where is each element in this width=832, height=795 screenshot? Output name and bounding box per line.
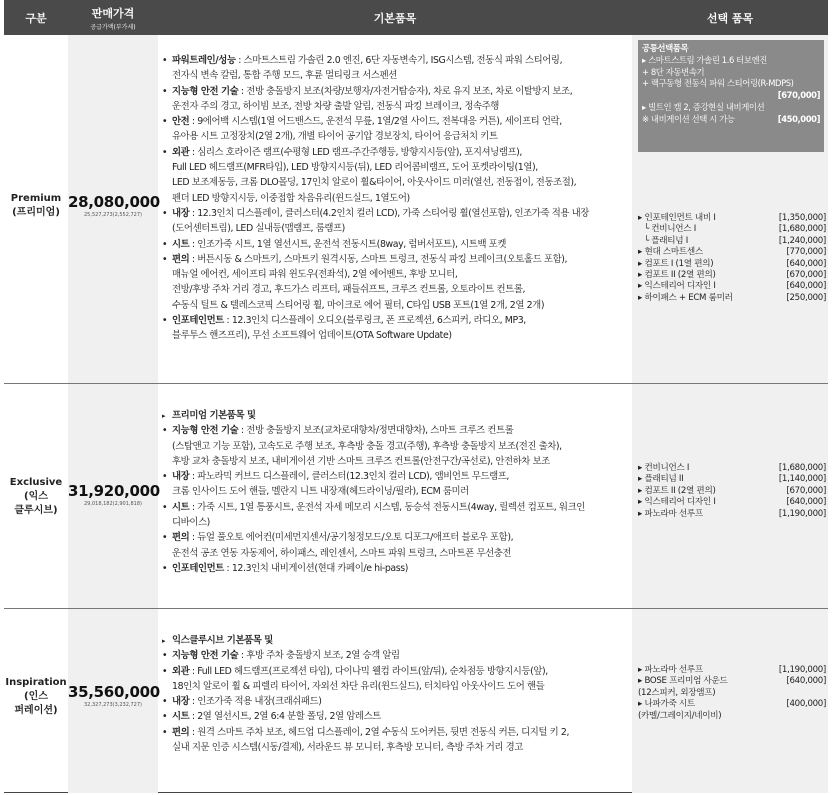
item-text: 디바이스) <box>172 517 210 529</box>
option-price: [1,240,000] <box>778 235 826 246</box>
package-price: [450,000] <box>777 113 820 124</box>
item-label: 시트 <box>172 238 190 250</box>
trim-name-premium: Premium (프리미엄) <box>10 193 62 218</box>
package-title: 공통선택품목 <box>642 43 689 53</box>
basic-item-line <box>162 694 630 709</box>
option-item <box>638 224 826 235</box>
trim-name-exclusive: Exclusive (익스 클루시브) <box>9 477 63 516</box>
item-text: : 스마트스트림 가솔린 2.0 엔진, 6단 자동변속기, ISG시스템, 전동식 파워 스티어링, <box>235 55 563 66</box>
bullet-icon: • <box>162 696 168 708</box>
bullet-icon: • <box>162 238 168 250</box>
bullet-icon: ▸ <box>162 637 166 645</box>
bullet-icon: • <box>162 501 168 513</box>
package-item: ※ 내비게이션 선택 시 가능 <box>642 113 735 124</box>
option-name: ▸ 플래티넘 II <box>638 474 684 485</box>
item-text: 전방/후방 주차 거리 경고, 후드가스 리프터, 패들쉬프트, 크루즈 컨트롤, 오토라이트 컨트롤, <box>172 284 526 296</box>
item-text: 수동식 틸트 & 텔레스코픽 스티어링 휠, 마이크로 에어 필터, C타입 USB 포트(1열 2개, 2열 2개) <box>172 299 545 311</box>
header-options: 선택 품목 <box>706 11 754 25</box>
package-row <box>642 90 820 102</box>
item-label: 외관 <box>172 146 190 158</box>
basic-item-line <box>162 160 630 175</box>
item-label: 내장 <box>172 471 190 483</box>
bullet-icon: • <box>162 471 168 483</box>
item-label: 시트 <box>172 711 190 723</box>
item-label: 시트 <box>172 501 190 513</box>
basic-item-line <box>162 53 630 68</box>
item-text: 후방 교차 충돌방지 보조, 내비게이션 기반 스마트 크루즈 컨트롤(안전구간/곡선로), 안전하차 보조 <box>172 455 550 467</box>
item-text: : 원격 스마트 주차 보조, 헤드업 디스플레이, 2열 수동식 도어커튼, 뒷면 전동식 커튼, 디지털 키 2, <box>189 726 570 738</box>
item-text: (스탑앤고 기능 포함), 고속도로 주행 보조, 후측방 충돌 경고(주행), 후측방 충돌방지 보조(전진 출차), <box>172 440 562 452</box>
option-price: [1,350,000] <box>778 213 826 223</box>
basic-item-line <box>162 664 630 679</box>
basic-item-line <box>162 237 630 252</box>
bullet-icon: • <box>162 726 168 738</box>
option-name: ▸ 컴포트 I (1열 편의) <box>638 258 714 269</box>
bullet-icon: • <box>162 253 168 265</box>
package-item: ▸ 빌트인 캠 2, 증강현실 내비게이션 <box>642 101 765 112</box>
bullet-icon: • <box>162 665 168 677</box>
item-text: 유아용 시트 고정장치(2열 2개), 개별 타이어 공기압 경보장치, 타이어 응급처치 키트 <box>172 131 498 143</box>
option-item <box>638 247 826 258</box>
bullet-icon: • <box>162 315 168 327</box>
basic-items-premium <box>162 53 630 344</box>
basic-item-line <box>162 84 630 99</box>
option-name: ▸ 인포테인먼트 내비 I <box>638 213 716 223</box>
option-name: ▸ 익스테리어 디자인 I <box>638 281 716 292</box>
item-text: 전자식 변속 칼럼, 통합 주행 모드, 후륜 멀티링크 서스펜션 <box>172 70 397 82</box>
item-text: : 12.3인치 디스플레이 오디오(블루링크, 폰 프로젝션, 6스피커, 라디오, MP3, <box>223 315 526 327</box>
bullet-icon: • <box>162 116 168 128</box>
row-divider <box>4 608 828 609</box>
item-label: 내장 <box>172 696 190 708</box>
option-item <box>638 486 826 497</box>
option-price: [670,000] <box>786 269 826 280</box>
basic-item-line <box>162 252 630 267</box>
bullet-icon: • <box>162 711 168 723</box>
option-price: [640,000] <box>786 258 826 269</box>
basic-item-line <box>162 423 630 438</box>
basic-item-line <box>162 328 630 343</box>
basic-item-line <box>162 68 630 83</box>
basic-item-line <box>162 740 630 755</box>
option-price: [770,000] <box>786 247 826 258</box>
options-inspiration <box>638 665 826 722</box>
basic-item-line <box>162 530 630 545</box>
item-label: 인포테인먼트 <box>172 315 224 327</box>
price-column-bg <box>68 35 158 793</box>
bullet-icon: • <box>162 85 168 97</box>
item-label: 안전 <box>172 116 190 128</box>
trim-name-inspiration: Inspiration (인스 퍼레이션) <box>5 677 67 716</box>
item-text: : 파노라믹 커브드 디스플레이, 클러스터(12.3인치 컬러 LCD), 앰비언트 무드램프, <box>189 471 510 483</box>
basic-item-line <box>162 633 630 648</box>
basic-item-line <box>162 484 630 499</box>
item-text: : 버튼시동 & 스마트키, 스마트키 원격시동, 스마트 트렁크, 전동식 파킹 브레이크(오토홀드 포함), <box>189 253 568 265</box>
basic-item-line <box>162 298 630 313</box>
item-text: : 2열 열선시트, 2열 6:4 분할 폴딩, 2열 암레스트 <box>189 711 381 723</box>
item-label: 지능형 안전 기술 <box>172 425 239 437</box>
bullet-icon: • <box>162 146 168 158</box>
trim-price-inspiration: 35,560,000 32,327,273(3,232,727) <box>68 683 160 708</box>
item-text: 운전석 공조 연동 자동제어, 하이패스, 레인센서, 스마트 파워 트렁크, 스마트폰 무선충전 <box>172 547 512 559</box>
item-text: 블루투스 핸즈프리), 무선 소프트웨어 업데이트(OTA Software Update) <box>172 330 452 342</box>
option-name: └ 컨비니언스 I <box>644 224 696 235</box>
basic-item-line <box>162 469 630 484</box>
trim-price-exclusive: 31,920,000 29,018,182(2,901,818) <box>68 482 160 507</box>
option-name: └ 플래티넘 I <box>644 235 688 246</box>
item-label: 익스클루시브 기본품목 및 <box>172 635 273 646</box>
basic-item-line <box>162 99 630 114</box>
option-item <box>638 688 826 699</box>
basic-item-line <box>162 454 630 469</box>
package-row <box>642 114 820 126</box>
bullet-icon: • <box>162 55 168 66</box>
option-name: ▸ 컨비니언스 I <box>638 463 690 473</box>
option-item <box>638 293 826 304</box>
option-item <box>638 497 826 508</box>
basic-item-line <box>162 221 630 236</box>
package-item: + 8단 자동변속기 <box>642 66 705 77</box>
option-item <box>638 281 826 292</box>
option-name: ▸ 익스테리어 디자인 I <box>638 497 716 508</box>
basic-item-line <box>162 725 630 740</box>
option-price: [640,000] <box>786 281 826 292</box>
item-text: : 전방 충돌방지 보조(교차로대향차/정면대향차), 스마트 크루즈 컨트롤 <box>238 425 514 437</box>
item-label: 편의 <box>172 726 190 738</box>
item-label: 편의 <box>172 532 190 544</box>
price-table <box>4 0 828 793</box>
item-text: 실내 지문 인증 시스템(시동/결제), 서라운드 뷰 모니터, 후측방 모니터, 측방 주차 거리 경고 <box>172 742 523 754</box>
item-label: 지능형 안전 기술 <box>172 650 239 662</box>
item-text: : 전방 충돌방지 보조(차량/보행자/자전거탑승자), 차로 유지 보조, 차로 이탈방지 보조, <box>238 85 573 97</box>
basic-item-line <box>162 439 630 454</box>
item-text: 매뉴얼 에어컨, 세이프티 파워 윈도우(전좌석), 2열 에어벤트, 후방 모니터, <box>172 269 458 281</box>
option-price: [1,190,000] <box>778 665 826 675</box>
row-divider <box>4 383 828 384</box>
option-price: [1,140,000] <box>778 474 826 485</box>
option-name: ▸ 나파가죽 시트 <box>638 699 695 710</box>
basic-item-line <box>162 648 630 663</box>
trim-price-premium: 28,080,000 25,527,273(2,552,727) <box>68 193 160 218</box>
item-text: : 인조가죽 적용 내장(크래쉬패드) <box>189 696 322 708</box>
basic-item-line <box>162 114 630 129</box>
package-item: + 랙구동형 전동식 파워 스티어링(R-MDPS) <box>642 78 794 89</box>
option-item <box>638 665 826 676</box>
basic-item-line <box>162 282 630 297</box>
option-item <box>638 270 826 281</box>
option-price: [250,000] <box>786 292 826 303</box>
basic-item-line <box>162 313 630 328</box>
option-item <box>638 259 826 270</box>
option-item <box>638 509 826 520</box>
basic-item-line <box>162 500 630 515</box>
item-text: : 12.3인치 디스플레이, 클러스터(4.2인치 컬러 LCD), 가죽 스티어링 휠(열선포함), 인조가죽 적용 내장 <box>189 207 589 219</box>
item-label: 프리미엄 기본품목 및 <box>172 410 256 421</box>
item-text: : 심리스 호라이즌 램프(수평형 LED 램프-주간주행등, 방향지시등(앞), 포지셔닝램프), <box>189 146 522 158</box>
basic-item-line <box>162 515 630 530</box>
options-premium <box>638 213 826 304</box>
option-item <box>638 213 826 224</box>
package-row <box>642 55 820 67</box>
option-item <box>638 236 826 247</box>
item-label: 인포테인먼트 <box>172 562 224 574</box>
basic-item-line <box>162 129 630 144</box>
item-text: : 12.3인치 내비게이션(현대 카페이/e hi-pass) <box>223 562 408 574</box>
basic-item-line <box>162 267 630 282</box>
item-text: : 인조가죽 시트, 1열 열선시트, 운전석 전동시트(8way, 럼버서포트), 시트백 포켓 <box>189 238 506 250</box>
bullet-icon: • <box>162 650 168 662</box>
basic-item-line <box>162 561 630 576</box>
basic-item-line <box>162 679 630 694</box>
option-price: [670,000] <box>786 485 826 496</box>
basic-item-line <box>162 408 630 423</box>
header-price: 판매가격 공급가액(부가세) <box>90 6 136 31</box>
option-name: ▸ 파노라마 선루프 <box>638 508 703 519</box>
basic-item-line <box>162 145 630 160</box>
bullet-icon: • <box>162 425 168 437</box>
bullet-icon: • <box>162 207 168 219</box>
option-name: ▸ 현대 스마트센스 <box>638 247 703 258</box>
item-label: 내장 <box>172 207 190 219</box>
package-row <box>642 102 820 114</box>
bullet-icon: • <box>162 532 168 544</box>
item-label: 외관 <box>172 665 190 677</box>
basic-item-line <box>162 546 630 561</box>
basic-item-line <box>162 206 630 221</box>
option-price: [1,680,000] <box>778 224 826 235</box>
basic-item-line <box>162 175 630 190</box>
option-name: (12스피커, 외장앰프) <box>638 687 716 698</box>
package-item: ▸ 스마트스트림 가솔린 1.6 터보엔진 <box>642 54 767 65</box>
basic-items-exclusive <box>162 408 630 576</box>
option-price: [1,680,000] <box>778 463 826 473</box>
option-item <box>638 711 826 722</box>
option-price: [640,000] <box>786 497 826 508</box>
item-text: : 듀얼 풀오토 에어컨(미세먼지센서/공기청정모드/오토 디포그/애프터 블로우 포함), <box>189 532 514 544</box>
item-text: : 9에어백 시스템(1열 어드밴스드, 운전석 무릎, 1열/2열 사이드, 전복대응 커튼), 세이프티 언락, <box>189 116 562 128</box>
item-label: 지능형 안전 기술 <box>172 85 239 97</box>
item-text: 운전자 주의 경고, 하이빔 보조, 전방 차량 출발 알림, 전동식 파킹 브레이크, 정속주행 <box>172 100 499 112</box>
item-text: 18인치 알로이 휠 & 피렐리 타이어, 자외선 차단 유리(윈드실드), 터치타입 아웃사이드 도어 핸들 <box>172 680 545 692</box>
basic-items-inspiration <box>162 633 630 755</box>
option-item <box>638 463 826 474</box>
option-price: [1,190,000] <box>778 508 826 519</box>
item-text: : Full LED 헤드램프(프로젝션 타입), 다이나믹 웰컴 라이트(앞/뒤), 순차점등 방향지시등(앞), <box>189 665 548 677</box>
item-text: 펜더 LED 방향지시등, 이중접합 차음유리(윈드실드, 1열도어) <box>172 192 410 204</box>
options-exclusive <box>638 463 826 520</box>
item-label: 파워트레인/성능 <box>172 55 236 66</box>
item-text: : 가죽 시트, 1열 통풍시트, 운전석 자세 메모리 시스템, 동승석 전동시트(4way, 릴렉션 컴포트, 워크인 <box>189 501 585 513</box>
item-label: 편의 <box>172 253 190 265</box>
option-price: [640,000] <box>786 676 826 687</box>
option-name: (카멜/그레이지/네이비) <box>638 710 722 721</box>
item-text: : 후방 주차 충돌방지 보조, 2열 승객 알림 <box>238 650 400 662</box>
package-row <box>642 78 820 90</box>
option-name: ▸ 파노라마 선루프 <box>638 665 703 675</box>
option-name: ▸ BOSE 프리미엄 사운드 <box>638 676 728 687</box>
basic-item-line <box>162 191 630 206</box>
option-item <box>638 676 826 687</box>
package-row <box>642 67 820 79</box>
item-text: LED 보조제동등, 크롬 DLO몰딩, 17인치 알로이 휠&타이어, 아웃사이드 미러(열선, 전동접이, 전동조절), <box>172 177 577 189</box>
basic-item-line <box>162 709 630 724</box>
header-basic-items: 기본품목 <box>373 11 417 25</box>
bullet-icon: • <box>162 562 168 574</box>
header-trim: 구분 <box>25 11 47 25</box>
table-header <box>4 0 828 35</box>
item-text: Full LED 헤드램프(MFR타입), LED 방향지시등(뒤), LED 리어콤비램프, 도어 포켓라이팅(1열), <box>172 162 538 174</box>
bullet-icon: ▸ <box>162 412 166 420</box>
option-price: [400,000] <box>786 699 826 710</box>
common-option-package <box>638 40 824 152</box>
package-price: [670,000] <box>777 90 820 101</box>
item-text: 크롬 인사이드 도어 핸들, 멜란지 니트 내장재(헤드라이닝/필라), ECM 룸미러 <box>172 486 469 498</box>
option-name: ▸ 컴포트 II (2열 편의) <box>638 485 716 496</box>
option-item <box>638 699 826 710</box>
option-name: ▸ 하이패스 + ECM 룸미러 <box>638 292 733 303</box>
option-item <box>638 474 826 485</box>
item-text: (도어센터트림), LED 실내등(맵램프, 룸램프) <box>172 223 345 235</box>
option-name: ▸ 컴포트 II (2열 편의) <box>638 269 716 280</box>
